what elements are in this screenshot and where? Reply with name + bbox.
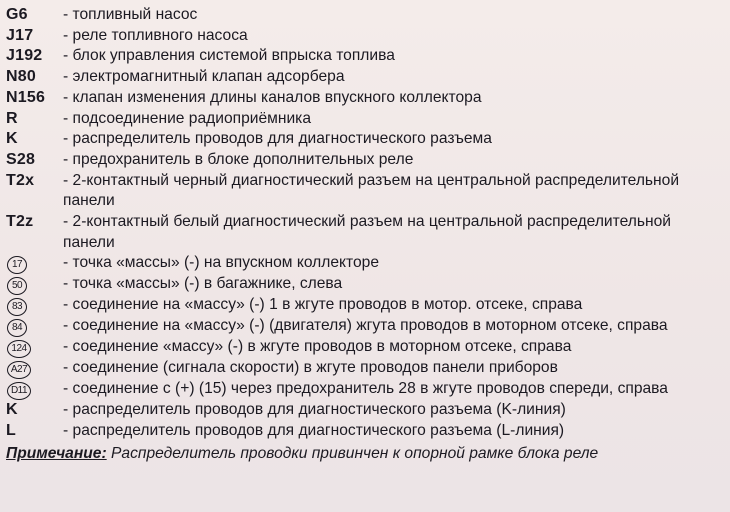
connection-marker bbox=[6, 358, 62, 379]
legend-code: N80 bbox=[6, 68, 36, 86]
ground-point-marker bbox=[6, 253, 62, 274]
circled-number-83: 83 bbox=[7, 298, 27, 316]
legend-row-connection-a27 bbox=[6, 358, 722, 379]
legend-code: K bbox=[6, 401, 18, 419]
circled-number-17: 17 bbox=[7, 256, 27, 274]
legend-row-j17 bbox=[6, 26, 722, 47]
footnote-label: Примечание: bbox=[6, 444, 107, 462]
legend-code: K bbox=[6, 130, 18, 148]
legend-desc: - 2-контактный белый диагностический разъем на центральной распределительной панели bbox=[63, 213, 671, 251]
legend-code: T2x bbox=[6, 171, 35, 189]
legend-code: J192 bbox=[6, 47, 43, 65]
legend-code: R bbox=[6, 109, 18, 127]
legend-desc: - предохранитель в блоке дополнительных реле bbox=[63, 150, 414, 168]
legend-row-ground-50 bbox=[6, 274, 722, 295]
legend-desc: - соединение «массу» (-) в жгуте проводов в моторном отсеке, справа bbox=[63, 338, 572, 356]
legend-desc: - электромагнитный клапан адсорбера bbox=[63, 68, 345, 86]
component-legend bbox=[6, 5, 722, 464]
legend-row-k-line bbox=[6, 400, 722, 421]
ground-connection-marker bbox=[6, 295, 62, 316]
legend-row-ground-124 bbox=[6, 337, 722, 358]
legend-desc: - 2-контактный черный диагностический разъем на центральной распределительной панели bbox=[63, 171, 680, 210]
legend-row-k bbox=[6, 129, 722, 150]
legend-row-n156 bbox=[6, 88, 722, 109]
legend-row-ground-84 bbox=[6, 316, 722, 337]
legend-row-t2x bbox=[6, 171, 722, 212]
legend-row-j192 bbox=[6, 46, 722, 67]
legend-code: T2z bbox=[6, 213, 34, 231]
ground-point-marker bbox=[6, 274, 62, 295]
legend-desc: - соединение на «массу» (-) (двигателя) жгута проводов в моторном отсеке, справа bbox=[63, 317, 668, 335]
legend-code: S28 bbox=[6, 150, 36, 168]
legend-row-ground-83 bbox=[6, 295, 722, 316]
connection-marker bbox=[6, 379, 62, 400]
ground-connection-marker bbox=[6, 337, 62, 358]
legend-row-s28 bbox=[6, 150, 722, 171]
legend-desc: - реле топливного насоса bbox=[63, 26, 248, 44]
legend-row-r bbox=[6, 109, 722, 130]
legend-desc: - клапан изменения длины каналов впускного коллектора bbox=[63, 88, 482, 106]
footnote-text: Распределитель проводки привинчен к опорной рамке блока реле bbox=[111, 444, 599, 462]
legend-code: G6 bbox=[6, 6, 28, 23]
circled-label-a27: A27 bbox=[7, 361, 31, 379]
legend-desc: - распределитель проводов для диагностического разъема (L-линия) bbox=[63, 422, 565, 440]
legend-desc: - точка «массы» (-) в багажнике, слева bbox=[63, 275, 343, 293]
legend-row-ground-17 bbox=[6, 253, 722, 274]
circled-label-d11: D11 bbox=[7, 382, 31, 400]
legend-row-t2z bbox=[6, 212, 722, 253]
legend-code: N156 bbox=[6, 88, 46, 106]
legend-row-connection-d11 bbox=[6, 379, 722, 400]
legend-code: L bbox=[6, 422, 16, 440]
legend-desc: - соединение (сигнала скорости) в жгуте проводов панели приборов bbox=[63, 359, 558, 377]
legend-desc: - соединение с (+) (15) через предохранитель 28 в жгуте проводов спереди, справа bbox=[63, 380, 668, 398]
circled-number-50: 50 bbox=[7, 277, 27, 295]
legend-desc: - точка «массы» (-) на впускном коллекторе bbox=[63, 254, 380, 272]
circled-number-84: 84 bbox=[7, 319, 27, 337]
legend-desc: - топливный насос bbox=[63, 6, 198, 23]
legend-desc: - распределитель проводов для диагностического разъема (K-линия) bbox=[63, 401, 566, 419]
legend-desc: - подсоединение радиоприёмника bbox=[63, 109, 311, 127]
legend-desc: - соединение на «массу» (-) 1 в жгуте проводов в мотор. отсеке, справа bbox=[63, 296, 583, 314]
ground-connection-marker bbox=[6, 316, 62, 337]
legend-row-g6 bbox=[6, 5, 722, 26]
legend-row-n80 bbox=[6, 67, 722, 88]
legend-desc: - блок управления системой впрыска топлива bbox=[63, 47, 395, 65]
legend-code: J17 bbox=[6, 26, 34, 44]
legend-row-l-line bbox=[6, 421, 722, 442]
legend-desc: - распределитель проводов для диагностического разъема bbox=[63, 130, 492, 148]
footnote bbox=[6, 443, 722, 464]
circled-number-124: 124 bbox=[7, 340, 31, 358]
